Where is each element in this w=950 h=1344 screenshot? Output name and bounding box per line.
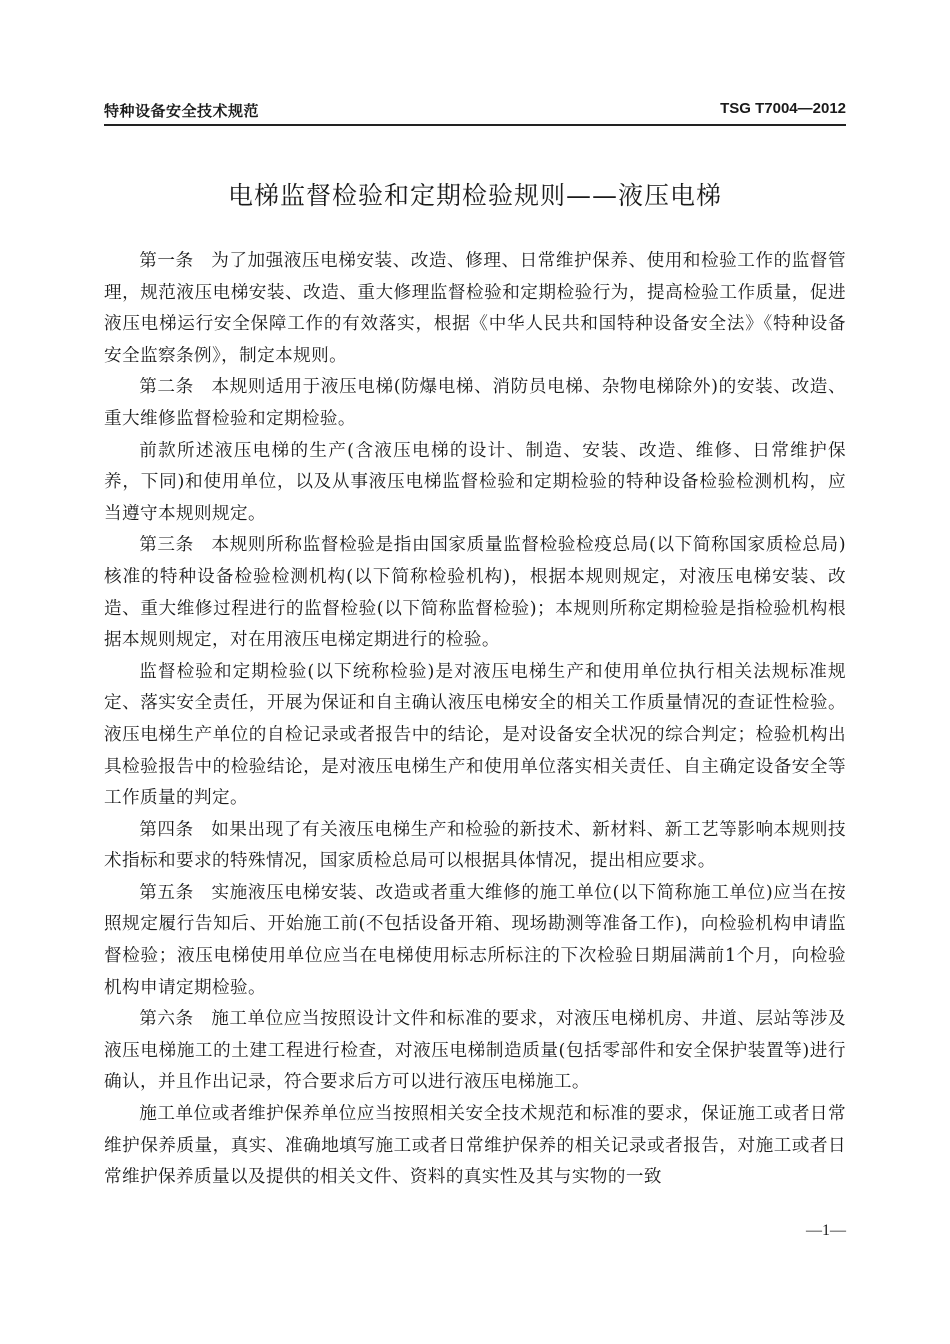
article-number: 第三条 [139,535,194,556]
article-number: 第六条 [139,1009,194,1030]
paragraph-article-2-cont [104,436,846,531]
header-standard-code: TSG T7004—2012 [720,100,846,117]
paragraph-article-4 [104,815,846,878]
article-number: 第五条 [139,882,194,903]
header-series-title: 特种设备安全技术规范 [104,102,260,120]
paragraph-article-5 [104,878,846,1004]
paragraph-text: 监督检验和定期检验(以下统称检验)是对液压电梯生产和使用单位执行相关法规标准规定、落实安全责任，开展为保证和自主确认液压电梯安全的相关工作质量情况的查证性检验。液压电梯生产单位的自检记录或者报告中的结论，是对设备安全状况的综合判定；检验机构出具检验报告中的检验结论，是对液压电梯生产和使用单位落实相关责任、自主确定设备安全等工作质量的判定。 [104,661,846,809]
paragraph-text: 本规则所称监督检验是指由国家质量监督检验检疫总局(以下简称国家质检总局)核准的特种设备检验检测机构(以下简称检验机构)，根据本规则规定，对液压电梯安装、改造、重大维修过程进行的监督检验(以下简称监督检验)；本规则所称定期检验是指检验机构根据本规则规定，对在用液压电梯定期进行的检验。 [104,535,846,651]
article-number: 第四条 [139,819,194,840]
paragraph-article-6 [104,1004,846,1099]
paragraph-article-2 [104,372,846,435]
paragraph-text: 实施液压电梯安装、改造或者重大维修的施工单位(以下简称施工单位)应当在按照规定履行告知后、开始施工前(不包括设备开箱、现场勘测等准备工作)，向检验机构申请监督检验；液压电梯使用单位应当在电梯使用标志所标注的下次检验日期届满前1个月，向检验机构申请定期检验。 [104,882,846,998]
article-number: 第二条 [139,377,194,398]
document-title: 电梯监督检验和定期检验规则——液压电梯 [227,181,722,210]
running-header [104,96,846,126]
page-number: —1— [806,1222,846,1239]
paragraph-text: 本规则适用于液压电梯(防爆电梯、消防员电梯、杂物电梯除外)的安装、改造、重大维修监督检验和定期检验。 [104,377,846,429]
paragraph-article-6-cont [104,1099,846,1194]
article-number: 第一条 [139,251,194,271]
paragraph-article-3 [104,530,846,656]
document-body [104,246,846,1194]
paragraph-text: 施工单位或者维护保养单位应当按照相关安全技术规范和标准的要求，保证施工或者日常维护保养质量，真实、准确地填写施工或者日常维护保养的相关记录或者报告，对施工或者日常维护保养质量以及提供的相关文件、资料的真实性及其与实物的一致 [104,1104,846,1188]
paragraph-text: 施工单位应当按照设计文件和标准的要求，对液压电梯机房、井道、层站等涉及液压电梯施工的土建工程进行检查，对液压电梯制造质量(包括零部件和安全保护装置等)进行确认，并且作出记录，符合要求后方可以进行液压电梯施工。 [104,1009,847,1093]
paragraph-text: 为了加强液压电梯安装、改造、修理、日常维护保养、使用和检验工作的监督管理，规范液压电梯安装、改造、重大修理监督检验和定期检验行为，提高检验工作质量，促进液压电梯运行安全保障工作的有效落实，根据《中华人民共和国特种设备安全法》《特种设备安全监察条例》，制定本规则。 [104,251,847,366]
paragraph-text: 如果出现了有关液压电梯生产和检验的新技术、新材料、新工艺等影响本规则技术指标和要求的特殊情况，国家质检总局可以根据具体情况，提出相应要求。 [104,819,847,872]
paragraph-text: 前款所述液压电梯的生产(含液压电梯的设计、制造、安装、改造、维修、日常维护保养，下同)和使用单位，以及从事液压电梯监督检验和定期检验的特种设备检验检测机构，应当遵守本规则规定。 [104,440,846,524]
paragraph-article-3-cont [104,657,846,815]
paragraph-article-1 [104,246,846,372]
